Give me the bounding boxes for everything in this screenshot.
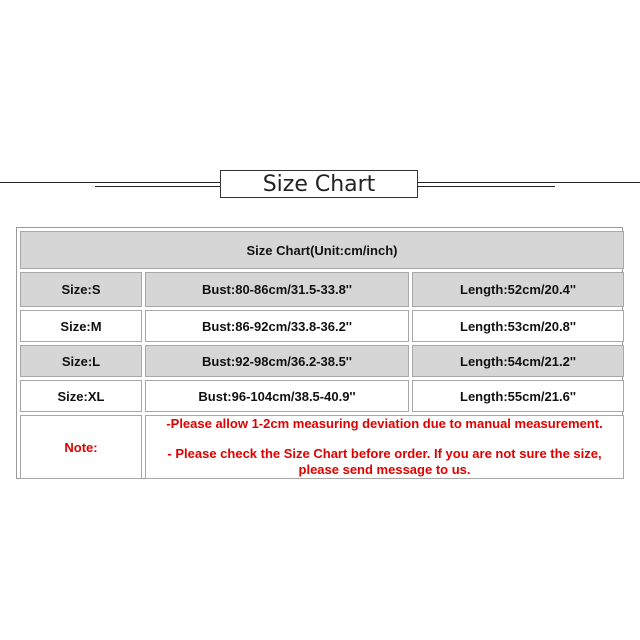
size-table xyxy=(17,228,627,482)
note-line: - Please check the Size Chart before order. If you are not sure the size, please send message to us. xyxy=(167,446,602,477)
size-cell: Size:L xyxy=(20,345,142,377)
size-cell: Size:XL xyxy=(20,380,142,412)
note-label: Note: xyxy=(20,415,142,479)
size-chart xyxy=(16,227,623,479)
page-title: Size Chart xyxy=(220,170,418,198)
bust-cell: Bust:80-86cm/31.5-33.8'' xyxy=(145,272,409,307)
table-row xyxy=(20,380,624,412)
size-cell: Size:S xyxy=(20,272,142,307)
table-row xyxy=(20,272,624,307)
bust-cell: Bust:92-98cm/36.2-38.5'' xyxy=(145,345,409,377)
length-cell: Length:53cm/20.8'' xyxy=(412,310,624,342)
note-text xyxy=(145,415,624,479)
caption-row xyxy=(20,231,624,269)
length-cell: Length:55cm/21.6'' xyxy=(412,380,624,412)
length-cell: Length:54cm/21.2'' xyxy=(412,345,624,377)
table-row xyxy=(20,310,624,342)
size-cell: Size:M xyxy=(20,310,142,342)
note-line: -Please allow 1-2cm measuring deviation due to manual measurement. xyxy=(166,416,603,431)
bust-cell: Bust:86-92cm/33.8-36.2'' xyxy=(145,310,409,342)
bust-cell: Bust:96-104cm/38.5-40.9'' xyxy=(145,380,409,412)
note-row xyxy=(20,415,624,479)
table-row xyxy=(20,345,624,377)
table-caption: Size Chart(Unit:cm/inch) xyxy=(20,231,624,269)
length-cell: Length:52cm/20.4'' xyxy=(412,272,624,307)
